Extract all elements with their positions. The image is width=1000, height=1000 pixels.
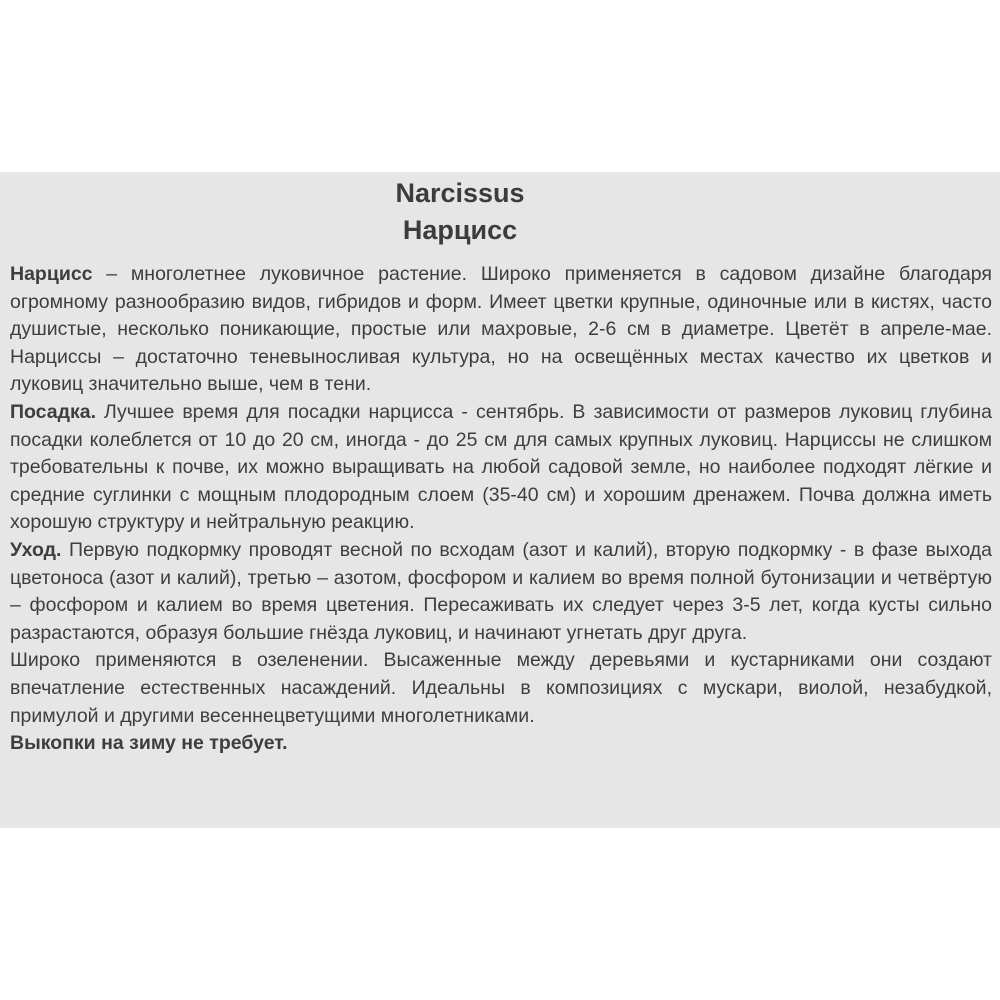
description-text <box>10 261 992 758</box>
intro-text: – многолетнее луковичное растение. Широко применяется в садовом дизайне благодаря огромному разнообразию видов, гибридов и форм. Имеет цветки крупные, одиночные или в кистях, часто душистые, несколько поникающие, простые или махровые, 2-6 см в диаметре. Цветёт в апреле-мае. Нарциссы – достаточно теневыносливая культура, но на освещённых местах качество их цветков и луковиц значительно выше, чем в тени. <box>10 263 992 396</box>
planting-lead: Посадка. <box>10 400 96 423</box>
landscaping-text: Широко применяются в озеленении. Высаженные между деревьями и кустарниками они создают впечатление естественных насаждений. Идеальны в композициях с мускари, виолой, незабудкой, примулой и другими весеннецветущими многолетниками. <box>10 649 992 727</box>
title-block <box>0 175 920 249</box>
care-text: Первую подкормку проводят весной по всходам (азот и калий), вторую подкормку - в фазе выхода цветоноса (азот и калий), третью – азотом, фосфором и калием во время полной бутонизации и четвёртую – фосфором и калием во время цветения. Пересаживать их следует через 3-5 лет, когда кусты сильно разрастаются, образуя большие гнёзда луковиц, и начинают угнетать друг друга. <box>10 538 992 644</box>
landscaping-paragraph <box>10 647 992 730</box>
care-lead: Уход. <box>10 538 62 561</box>
care-paragraph <box>10 537 992 647</box>
russian-title: Нарцисс <box>402 215 518 245</box>
intro-lead: Нарцисс <box>10 263 93 285</box>
planting-text: Лучшее время для посадки нарцисса - сентябрь. В зависимости от размеров луковиц глубина посадки колеблется от 10 до 20 см, иногда - до 25 см для самых крупных луковиц. Нарциссы не слишком требовательны к почве, их можно выращивать на любой садовой земле, но наиболее подходят лёгкие и средние суглинки с мощным плодородным слоем (35-40 см) и хорошим дренажем. Почва должна иметь хорошую структуру и нейтральную реакцию. <box>10 400 992 534</box>
planting-paragraph <box>10 399 992 537</box>
intro-paragraph <box>10 261 992 399</box>
latin-title: Narcissus <box>395 178 525 208</box>
closing-note: Выкопки на зиму не требует. <box>10 732 288 755</box>
